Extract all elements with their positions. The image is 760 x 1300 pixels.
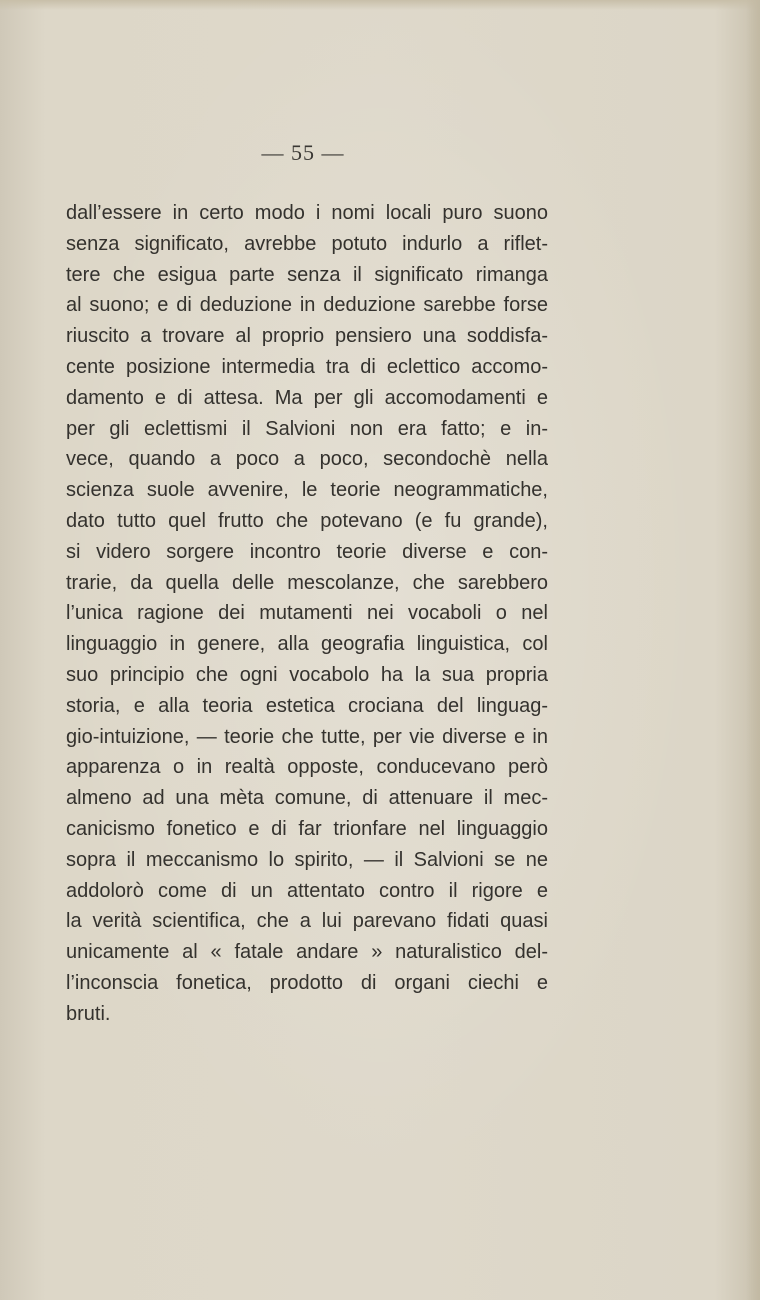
- page-number: — 55 —: [261, 140, 345, 165]
- text-line: l’unica ragione dei mutamenti nei vocaboli o nel: [66, 602, 548, 625]
- text-line: riuscito a trovare al proprio pensiero una soddisfa-: [66, 325, 548, 348]
- text-line: canicismo fonetico e di far trionfare nel linguaggio: [66, 817, 548, 840]
- text-line: almeno ad una mèta comune, di attenuare il mec-: [66, 787, 548, 810]
- text-line: trarie, da quella delle mescolanze, che sarebbero: [66, 571, 548, 594]
- text-line: unicamente al « fatale andare » naturalistico del-: [66, 941, 548, 964]
- text-line: cente posizione intermedia tra di eclettico accomo-: [66, 355, 548, 378]
- text-line: dall’essere in certo modo i nomi locali puro suono: [66, 202, 548, 224]
- text-line: apparenza o in realtà opposte, conducevano però: [66, 756, 548, 779]
- text-line: storia, e alla teoria estetica crociana del linguag-: [66, 694, 548, 717]
- text-line: tere che esigua parte senza il significato rimanga: [66, 263, 548, 286]
- text-line: scienza suole avvenire, le teorie neogrammatiche,: [66, 479, 548, 502]
- text-line: sopra il meccanismo lo spirito, — il Salvioni se ne: [66, 848, 548, 871]
- text-line: suo principio che ogni vocabolo ha la sua propria: [66, 663, 548, 686]
- text-line: dato tutto quel frutto che potevano (e fu grande),: [66, 509, 548, 532]
- page-top-edge: [0, 0, 760, 10]
- text-line: al suono; e di deduzione in deduzione sarebbe forse: [66, 294, 548, 317]
- text-line: gio-intuizione, — teorie che tutte, per vie diverse e in: [66, 725, 548, 748]
- text-line: vece, quando a poco a poco, secondochè nella: [66, 448, 548, 471]
- text-line: l’inconscia fonetica, prodotto di organi ciechi e: [66, 971, 548, 994]
- text-line: la verità scientifica, che a lui parevano fidati quasi: [66, 910, 548, 933]
- text-line: addolorò come di un attentato contro il rigore e: [66, 879, 548, 902]
- text-line-last: bruti.: [66, 1002, 111, 1025]
- page-right-edge: [746, 0, 760, 1300]
- body-text: [66, 198, 548, 1030]
- text-line: damento e di attesa. Ma per gli accomodamenti e: [66, 386, 548, 409]
- text-line: per gli eclettismi il Salvioni non era fatto; e in-: [66, 417, 548, 440]
- text-line: linguaggio in genere, alla geografia linguistica, col: [66, 633, 548, 656]
- text-line: si videro sorgere incontro teorie diverse e con-: [66, 540, 548, 563]
- text-line: senza significato, avrebbe potuto indurlo a riflet-: [66, 232, 548, 255]
